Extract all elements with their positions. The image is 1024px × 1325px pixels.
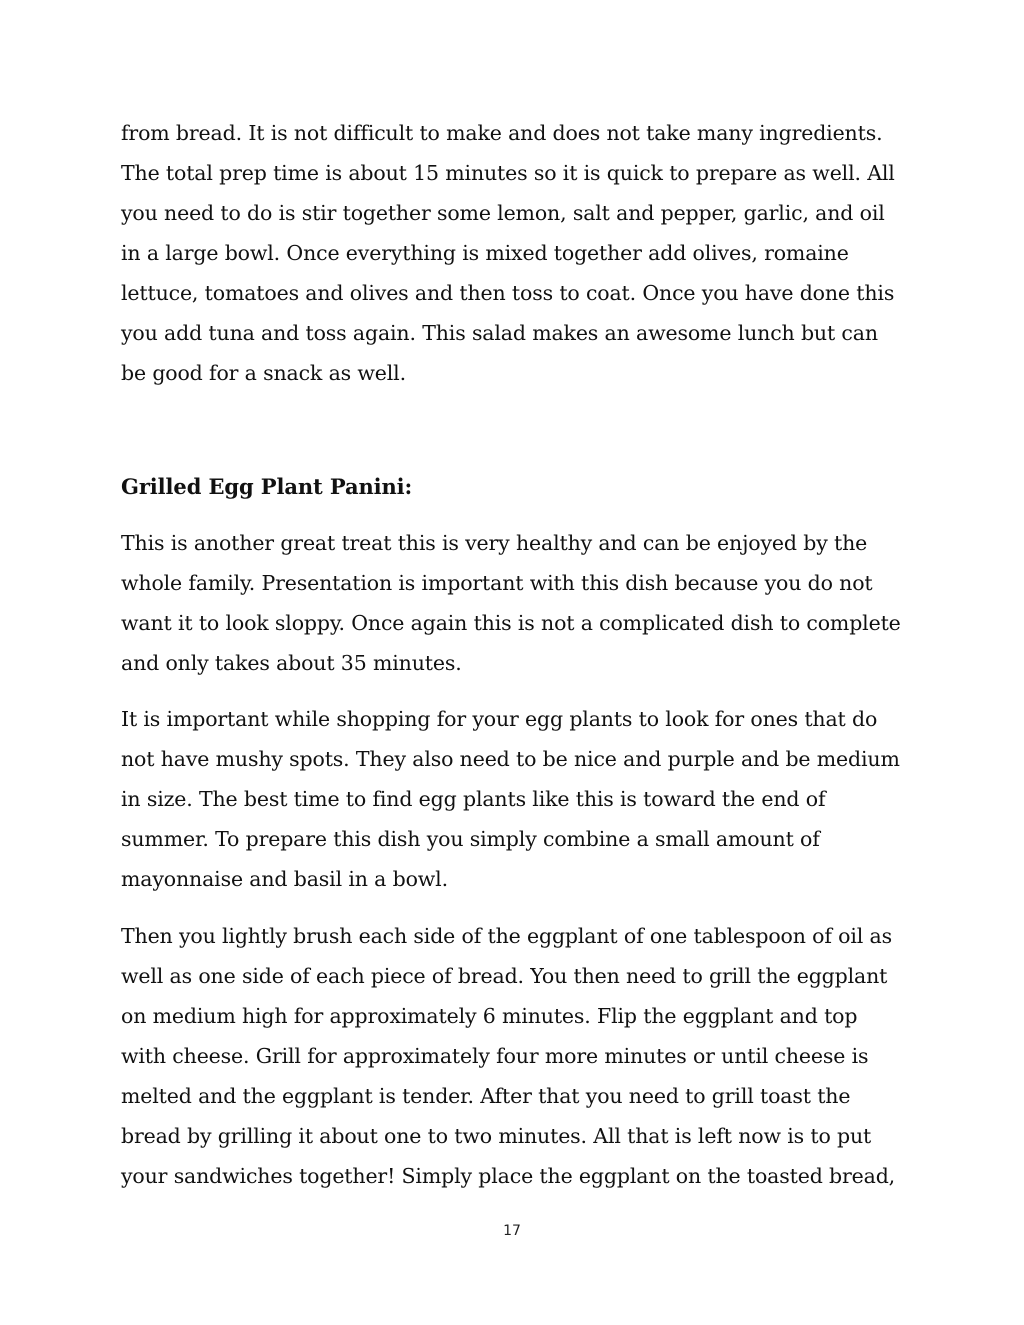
paragraph-shopping [121,699,911,899]
text-line: not have mushy spots. They also need to be nice and purple and be medium [121,747,900,771]
text-line: be good for a snack as well. [121,361,406,385]
text-line: summer. To prepare this dish you simply combine a small amount of [121,827,820,851]
text-line: bread by grilling it about one to two minutes. All that is left now is to put [121,1124,872,1148]
text-line: and only takes about 35 minutes. [121,651,462,675]
paragraph-intro [121,523,911,683]
text-line: This is another great treat this is very healthy and can be enjoyed by the [121,531,868,555]
text-line: want it to look sloppy. Once again this is not a complicated dish to complete [121,611,901,635]
text-line: in a large bowl. Once everything is mixed together add olives, romaine [121,241,849,265]
text-line: your sandwiches together! Simply place the eggplant on the toasted bread, [121,1164,896,1188]
text-line: well as one side of each piece of bread. You then need to grill the eggplant [121,964,888,988]
text-line: It is important while shopping for your egg plants to look for ones that do [121,707,878,731]
text-line: from bread. It is not difficult to make and does not take many ingredients. [121,121,883,145]
text-line: The total prep time is about 15 minutes so it is quick to prepare as well. All [121,161,895,185]
text-line: you need to do is stir together some lemon, salt and pepper, garlic, and oil [121,201,885,225]
text-line: lettuce, tomatoes and olives and then toss to coat. Once you have done this [121,281,895,305]
text-line: mayonnaise and basil in a bowl. [121,867,448,891]
text-line: Then you lightly brush each side of the eggplant of one tablespoon of oil as [121,924,892,948]
section-heading: Grilled Egg Plant Panini: [121,474,413,499]
text-line: in size. The best time to find egg plants like this is toward the end of [121,787,826,811]
text-line: on medium high for approximately 6 minutes. Flip the eggplant and top [121,1004,858,1028]
text-line: you add tuna and toss again. This salad makes an awesome lunch but can [121,321,878,345]
paragraph-tuna-salad [121,113,911,393]
paragraph-grilling [121,916,911,1196]
text-line: whole family. Presentation is important with this dish because you do not [121,571,873,595]
page-number: 17 [503,1223,521,1239]
text-line: melted and the eggplant is tender. After that you need to grill toast the [121,1084,851,1108]
text-line: with cheese. Grill for approximately four more minutes or until cheese is [121,1044,869,1068]
